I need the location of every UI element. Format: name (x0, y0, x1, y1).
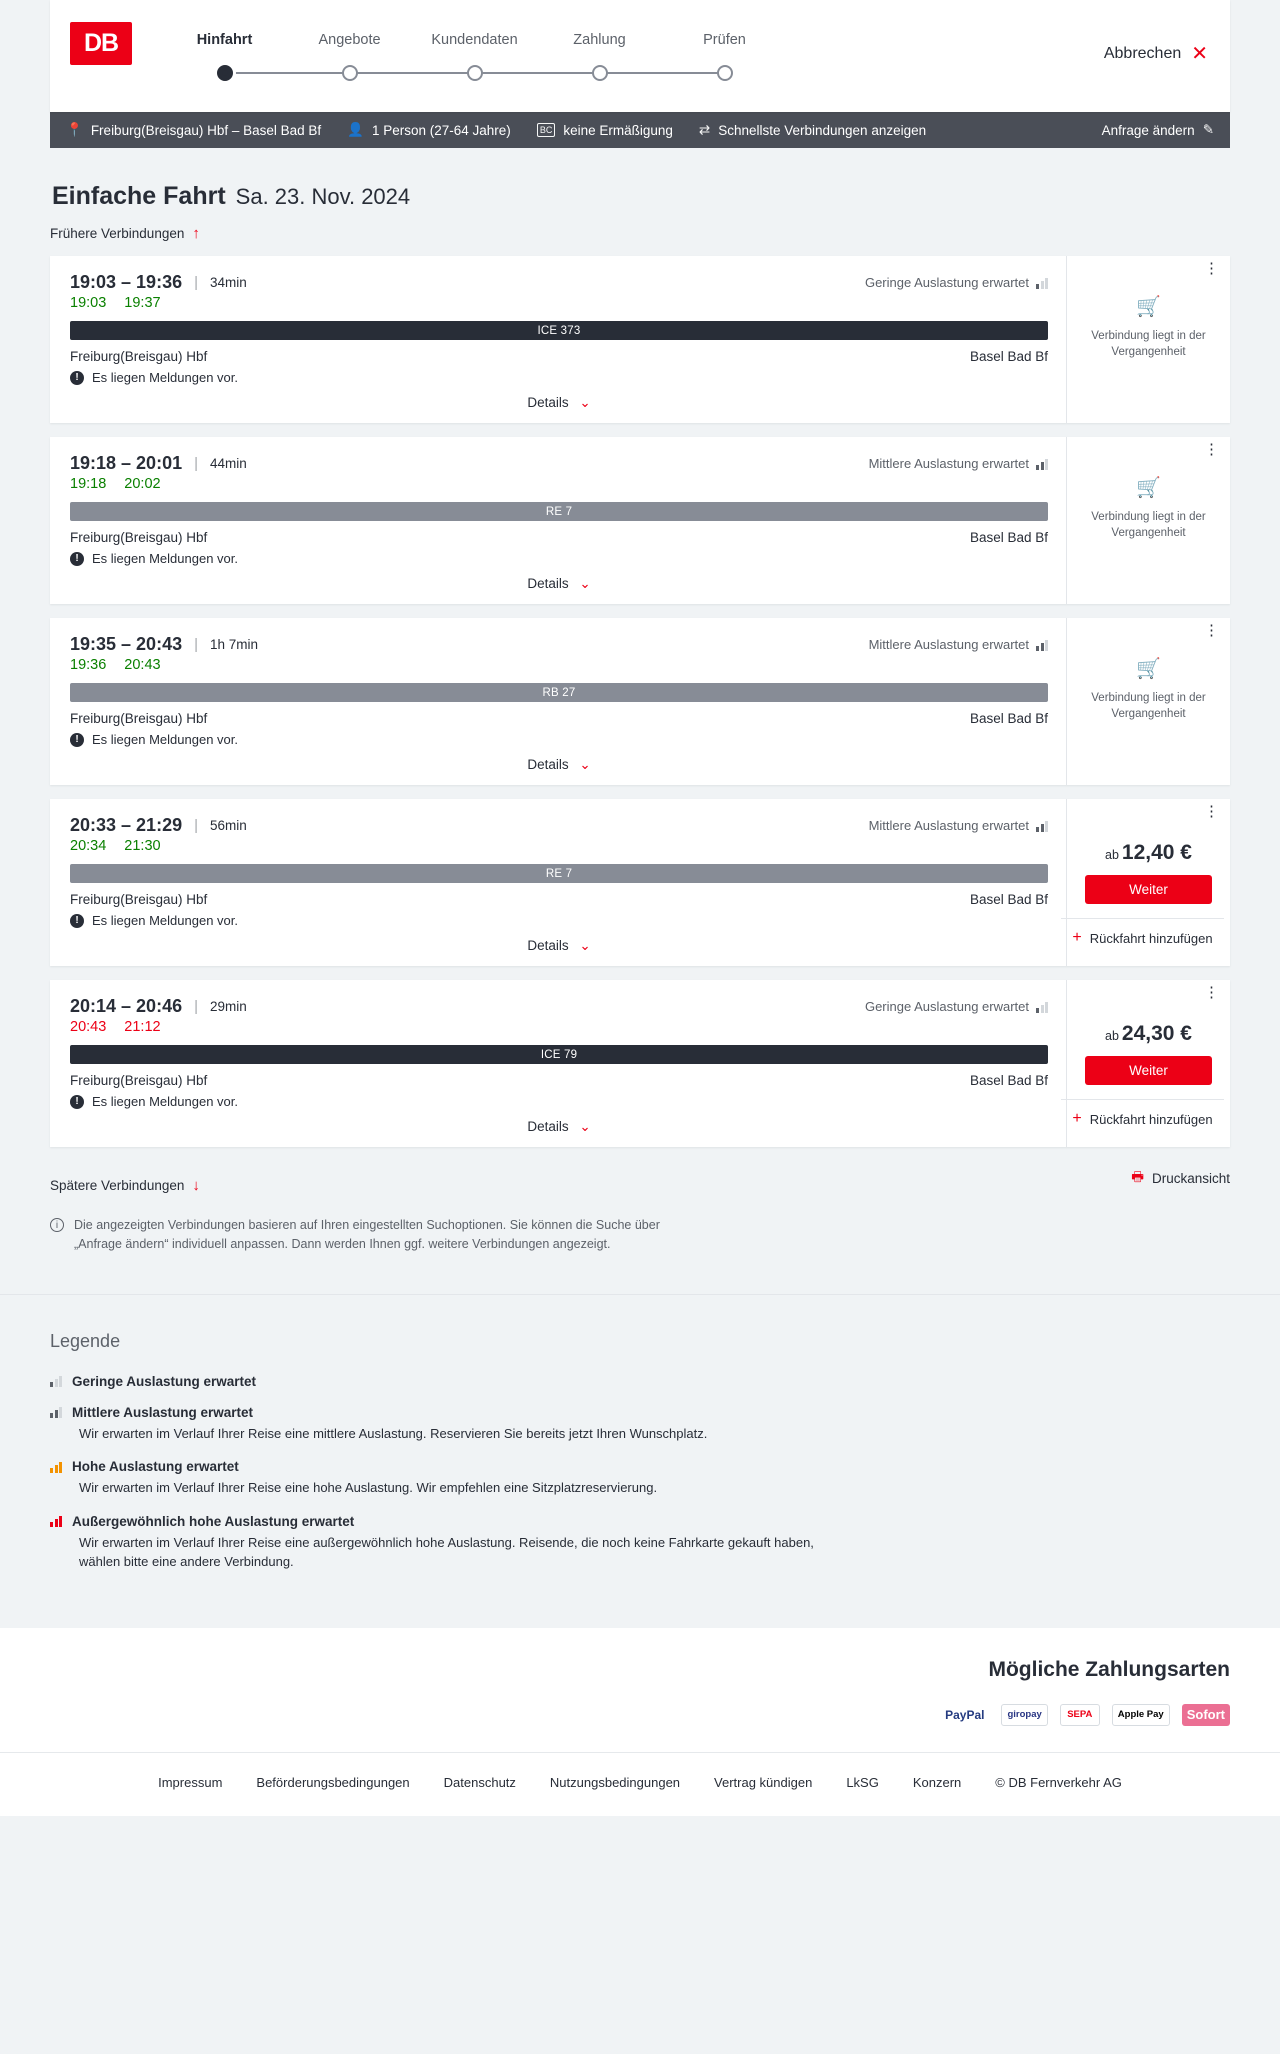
messages-row[interactable] (70, 551, 1048, 566)
occupancy-indicator (865, 275, 1048, 290)
cart-icon: 🛒 (1136, 477, 1161, 499)
earlier-label: Frühere Verbindungen (50, 226, 185, 241)
search-hint (50, 1216, 690, 1254)
legend-label: Hohe Auslastung erwartet (72, 1459, 239, 1474)
duration: 29min (210, 999, 247, 1014)
payment-icons (50, 1704, 1230, 1726)
step-dot-kundendaten[interactable] (467, 65, 483, 81)
legend-section (0, 1294, 1280, 1628)
connection-card[interactable] (50, 256, 1230, 423)
past-connection-note: Verbindung liegt in der Vergangenheit (1091, 330, 1206, 358)
occupancy-bars-icon (1036, 1001, 1048, 1013)
results-bottom-actions (50, 1163, 1230, 1194)
chevron-down-icon: ⌄ (579, 757, 591, 772)
footer-link-befoerderungsbedingungen[interactable]: Beförderungsbedingungen (256, 1774, 410, 1790)
step-dot-angebote[interactable] (342, 65, 358, 81)
footer-links (0, 1775, 1280, 1790)
details-toggle[interactable] (70, 576, 1048, 604)
later-label: Spätere Verbindungen (50, 1178, 185, 1193)
details-toggle[interactable] (70, 395, 1048, 423)
origin-station: Freiburg(Breisgau) Hbf (70, 711, 208, 726)
origin-station: Freiburg(Breisgau) Hbf (70, 530, 208, 545)
actual-arrival: 21:30 (124, 838, 161, 854)
paypal-icon: PayPal (940, 1704, 989, 1726)
step-kundendaten[interactable] (412, 32, 537, 48)
legend-title: Legende (50, 1330, 121, 1351)
bahncard-icon: BC (537, 123, 556, 137)
more-options-icon[interactable]: ⋮ (1204, 622, 1220, 639)
occupancy-indicator (869, 456, 1048, 471)
connection-main (50, 256, 1067, 423)
cancel-button[interactable] (1104, 44, 1208, 64)
footer-link-lksg[interactable]: LkSG (846, 1774, 879, 1790)
legend-label: Außergewöhnlich hohe Auslastung erwartet (72, 1513, 355, 1529)
continue-button[interactable]: Weiter (1085, 875, 1212, 904)
page-title-text: Einfache Fahrt (52, 182, 226, 210)
destination-station: Basel Bad Bf (969, 711, 1048, 726)
add-return-label: Rückfahrt hinzufügen (1089, 1111, 1213, 1127)
giropay-icon: giropay (1001, 1704, 1047, 1726)
planned-times: 20:14 – 20:46 (70, 996, 183, 1016)
destination-station: Basel Bad Bf (969, 1073, 1048, 1088)
add-return-label: Rückfahrt hinzufügen (1089, 930, 1213, 946)
stepper-dots (162, 65, 787, 81)
occupancy-indicator (865, 999, 1048, 1014)
more-options-icon[interactable]: ⋮ (1204, 984, 1220, 1001)
discount-text: keine Ermäßigung (563, 122, 673, 138)
connection-main (50, 437, 1067, 604)
footer (0, 1752, 1280, 1816)
messages-label: Es liegen Meldungen vor. (92, 913, 238, 928)
messages-label: Es liegen Meldungen vor. (92, 370, 238, 385)
payment-methods-section (0, 1628, 1280, 1752)
divider: | (194, 455, 198, 472)
person-icon: 👤 (347, 122, 364, 137)
exclamation-icon: ! (70, 371, 84, 385)
progress-header (50, 0, 1230, 112)
cart-icon: 🛒 (1136, 658, 1161, 680)
details-toggle[interactable] (70, 938, 1048, 966)
planned-times: 19:35 – 20:43 (70, 634, 183, 654)
details-label: Details (527, 757, 569, 772)
messages-label: Es liegen Meldungen vor. (92, 551, 238, 566)
checkout-stepper (162, 32, 1230, 82)
messages-row[interactable] (70, 370, 1048, 385)
price-prefix: ab (1105, 1029, 1119, 1043)
occupancy-bars-icon (50, 1515, 62, 1527)
planned-times: 19:18 – 20:01 (70, 453, 183, 473)
info-icon: i (50, 1218, 64, 1232)
exclamation-icon: ! (70, 914, 84, 928)
plus-icon: + (1072, 1110, 1082, 1127)
results-content (50, 148, 1230, 1294)
footer-link-impressum[interactable]: Impressum (158, 1774, 223, 1790)
step-label: Kundendaten (431, 32, 518, 48)
duration: 1h 7min (210, 637, 259, 652)
occupancy-bars-icon (50, 1375, 62, 1387)
planned-times: 20:33 – 21:29 (70, 815, 183, 835)
divider: | (194, 998, 198, 1015)
actual-departure: 19:18 (70, 476, 107, 492)
connection-card[interactable] (50, 980, 1230, 1147)
product-bar[interactable]: ICE 79 (70, 1045, 1048, 1064)
messages-row[interactable] (70, 913, 1048, 928)
legend-text: Wir erwarten im Verlauf Ihrer Reise eine außergewöhnlich hohe Auslastung. Reisende, die noch keine Fahrkarte gekauft haben, wählen bitte eine andere Verbindung. (79, 1534, 814, 1569)
actual-departure: 19:03 (70, 295, 107, 311)
messages-label: Es liegen Meldungen vor. (92, 1094, 238, 1109)
connection-side (1067, 980, 1230, 1147)
exclamation-icon: ! (70, 1095, 84, 1109)
footer-link-datenschutz[interactable]: Datenschutz (443, 1774, 516, 1790)
occupancy-indicator (869, 818, 1048, 833)
step-pruefen[interactable] (662, 32, 787, 48)
chevron-down-icon: ⌄ (579, 576, 591, 591)
planned-times: 19:03 – 19:36 (70, 272, 183, 292)
origin-station: Freiburg(Breisgau) Hbf (70, 1073, 208, 1088)
past-connection-note: Verbindung liegt in der Vergangenheit (1091, 511, 1206, 539)
step-dot-zahlung[interactable] (592, 65, 608, 81)
step-label: Prüfen (703, 32, 746, 48)
occupancy-bars-icon (1036, 277, 1048, 289)
occupancy-label: Mittlere Auslastung erwartet (868, 818, 1029, 833)
actual-departure: 20:43 (70, 1019, 107, 1035)
product-bar[interactable]: RE 7 (70, 502, 1048, 521)
legend-item-medium (50, 1405, 1230, 1444)
chevron-down-icon: ⌄ (579, 395, 591, 410)
search-summary-bar (50, 112, 1230, 148)
exclamation-icon: ! (70, 552, 84, 566)
exclamation-icon: ! (70, 733, 84, 747)
occupancy-bars-icon (1036, 820, 1048, 832)
actual-arrival: 21:12 (124, 1019, 161, 1035)
actual-arrival: 20:02 (124, 476, 161, 492)
price-value: 12,40 € (1121, 841, 1192, 864)
origin-station: Freiburg(Breisgau) Hbf (70, 349, 208, 364)
legend-label: Geringe Auslastung erwartet (72, 1373, 257, 1389)
page-title-date: Sa. 23. Nov. 2024 (235, 184, 411, 209)
connection-side (1067, 256, 1230, 423)
details-label: Details (527, 938, 569, 953)
legend-item-extreme (50, 1514, 1230, 1572)
duration: 34min (210, 275, 247, 290)
actual-arrival: 20:43 (124, 657, 161, 673)
edit-search-button[interactable] (1102, 122, 1214, 138)
legend-text: Wir erwarten im Verlauf Ihrer Reise eine mittlere Auslastung. Reservieren Sie bereits jetzt Ihren Wunschplatz. (79, 1425, 708, 1441)
add-return-button[interactable] (1061, 1099, 1224, 1127)
step-hinfahrt[interactable] (162, 32, 287, 48)
option-chip (699, 122, 926, 138)
step-dot-hinfahrt[interactable] (217, 65, 233, 81)
connection-main (50, 799, 1067, 966)
print-view-button[interactable] (1131, 1167, 1230, 1190)
step-label: Zahlung (573, 32, 626, 48)
printer-icon: 🖶 (1131, 1169, 1144, 1184)
occupancy-label: Geringe Auslastung erwartet (864, 275, 1029, 290)
footer-link-nutzungsbedingungen[interactable]: Nutzungsbedingungen (549, 1774, 681, 1790)
destination-station: Basel Bad Bf (969, 349, 1048, 364)
legend-item-high (50, 1459, 1230, 1498)
more-options-icon[interactable]: ⋮ (1204, 803, 1220, 820)
occupancy-label: Mittlere Auslastung erwartet (868, 637, 1029, 652)
occupancy-bars-icon (1036, 639, 1048, 651)
details-label: Details (527, 576, 569, 591)
passengers-text: 1 Person (27-64 Jahre) (371, 122, 511, 138)
connection-main (50, 980, 1067, 1147)
connection-card[interactable] (50, 799, 1230, 966)
product-bar[interactable]: ICE 373 (70, 321, 1048, 340)
occupancy-indicator (869, 637, 1048, 652)
price-prefix: ab (1105, 848, 1119, 862)
occupancy-label: Mittlere Auslastung erwartet (868, 456, 1029, 471)
messages-row[interactable] (70, 732, 1048, 747)
plus-icon: + (1072, 929, 1082, 946)
footer-copyright: © DB Fernverkehr AG (995, 1774, 1122, 1790)
continue-button[interactable]: Weiter (1085, 1056, 1212, 1085)
cancel-label: Abbrechen (1103, 45, 1182, 62)
destination-station: Basel Bad Bf (969, 530, 1048, 545)
pencil-icon: ✎ (1202, 122, 1214, 137)
route-text: Freiburg(Breisgau) Hbf – Basel Bad Bf (90, 122, 322, 138)
arrow-up-icon: ↑ (192, 225, 200, 242)
search-hint-text: Die angezeigten Verbindungen basieren auf Ihren eingestellten Suchoptionen. Sie können die Suche über „Anfrage ändern“ individuell anpassen. Dann werden Ihnen ggf. weitere Verbindungen angezeigt. (74, 1218, 660, 1251)
price-value: 24,30 € (1121, 1022, 1192, 1045)
footer-link-konzern[interactable]: Konzern (912, 1774, 962, 1790)
sliders-icon: ⇄ (698, 122, 711, 137)
footer-link-vertrag-kuendigen[interactable]: Vertrag kündigen (714, 1774, 813, 1790)
step-label: Angebote (318, 32, 381, 48)
details-label: Details (527, 395, 569, 410)
divider: | (194, 274, 198, 291)
page-title (50, 148, 1230, 211)
connection-card[interactable] (50, 618, 1230, 785)
more-options-icon[interactable]: ⋮ (1204, 441, 1220, 458)
close-icon: ✕ (1191, 43, 1208, 65)
legend-text: Wir erwarten im Verlauf Ihrer Reise eine hohe Auslastung. Wir empfehlen eine Sitzplatzreservierung. (79, 1480, 658, 1495)
edit-search-label: Anfrage ändern (1101, 122, 1195, 138)
product-bar[interactable]: RB 27 (70, 683, 1048, 702)
connection-main (50, 618, 1067, 785)
duration: 44min (210, 456, 247, 471)
details-label: Details (527, 1119, 569, 1134)
cart-icon: 🛒 (1136, 296, 1161, 318)
earlier-connections-button[interactable] (50, 225, 200, 242)
messages-row[interactable] (70, 1094, 1048, 1109)
duration: 56min (210, 818, 247, 833)
price (1105, 841, 1192, 865)
connection-card[interactable] (50, 437, 1230, 604)
destination-station: Basel Bad Bf (969, 892, 1048, 907)
connection-side (1067, 437, 1230, 604)
option-text: Schnellste Verbindungen anzeigen (718, 122, 927, 138)
divider: | (194, 817, 198, 834)
messages-label: Es liegen Meldungen vor. (92, 732, 238, 747)
chevron-down-icon: ⌄ (579, 1119, 591, 1134)
divider: | (194, 636, 198, 653)
occupancy-bars-icon (1036, 458, 1048, 470)
sofort-icon: Sofort (1182, 1704, 1230, 1726)
origin-station: Freiburg(Breisgau) Hbf (70, 892, 208, 907)
later-connections-button[interactable] (50, 1177, 200, 1194)
actual-arrival: 19:37 (124, 295, 161, 311)
payment-title: Mögliche Zahlungsarten (988, 1657, 1230, 1681)
occupancy-bars-icon (50, 1461, 62, 1473)
add-return-button[interactable] (1061, 918, 1224, 946)
pin-icon: 📍 (66, 122, 83, 137)
apple-pay-icon: Apple Pay (1112, 1704, 1170, 1726)
occupancy-label: Geringe Auslastung erwartet (864, 999, 1029, 1014)
occupancy-bars-icon (50, 1406, 62, 1418)
connection-side (1067, 799, 1230, 966)
step-label: Hinfahrt (196, 32, 253, 48)
print-label: Druckansicht (1151, 1171, 1230, 1186)
product-bar[interactable]: RE 7 (70, 864, 1048, 883)
db-logo[interactable]: DB (70, 22, 132, 65)
details-toggle[interactable] (70, 1119, 1048, 1147)
step-angebote[interactable] (287, 32, 412, 48)
arrow-down-icon: ↓ (192, 1177, 200, 1194)
actual-departure: 19:36 (70, 657, 107, 673)
actual-departure: 20:34 (70, 838, 107, 854)
chevron-down-icon: ⌄ (579, 938, 591, 953)
legend-label: Mittlere Auslastung erwartet (72, 1404, 254, 1420)
past-connection-note: Verbindung liegt in der Vergangenheit (1091, 692, 1206, 720)
route-chip (66, 122, 321, 138)
passengers-chip (347, 122, 511, 138)
price (1105, 1022, 1192, 1046)
connection-side (1067, 618, 1230, 785)
details-toggle[interactable] (70, 757, 1048, 785)
step-dot-pruefen[interactable] (717, 65, 733, 81)
discount-chip (537, 123, 673, 138)
legend-item-low (50, 1374, 1230, 1389)
stepper-labels (162, 32, 1230, 48)
more-options-icon[interactable]: ⋮ (1204, 260, 1220, 277)
sepa-icon: SEPA (1060, 1704, 1100, 1726)
step-zahlung[interactable] (537, 32, 662, 48)
